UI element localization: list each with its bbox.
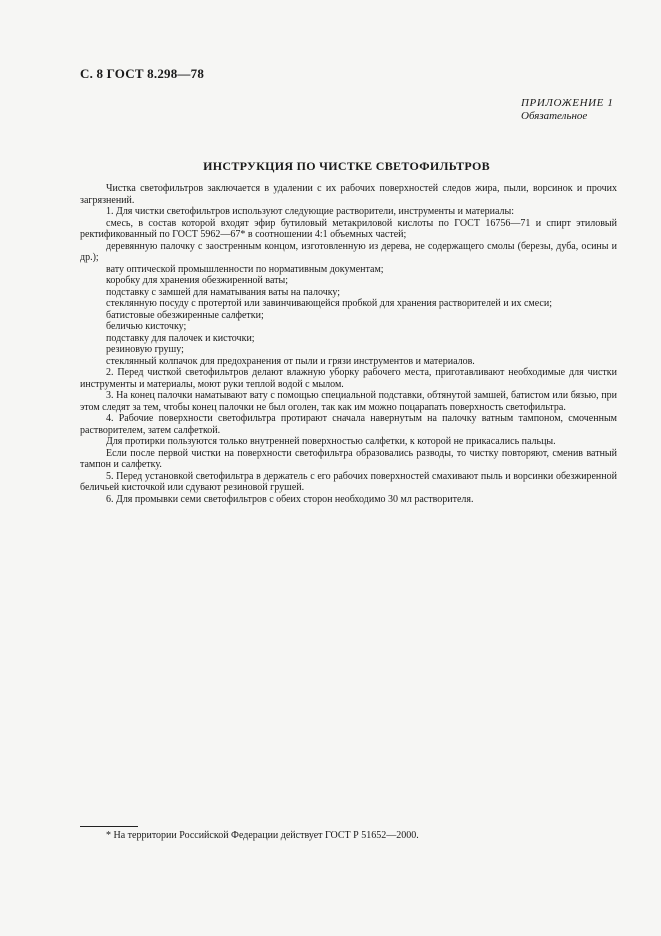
appendix-block bbox=[521, 97, 613, 123]
paragraph: деревянную палочку с заостренным концом, изготовленную из дерева, не содержащего смолы (березы, дуба, осины и др.); bbox=[80, 240, 617, 263]
paragraph: 5. Перед установкой светофильтра в держатель с его рабочих поверхностей смахивают пыль и ворсинки обезжиренной беличьей кисточкой или сдувают резиновой грушей. bbox=[80, 470, 617, 493]
paragraph: стеклянный колпачок для предохранения от пыли и грязи инструментов и материалов. bbox=[106, 355, 475, 367]
paragraph: 4. Рабочие поверхности светофильтра протирают сначала навернутым на палочку ватным тампоном, смоченным растворителем, затем салфеткой. bbox=[80, 413, 617, 436]
paragraph: батистовые обезжиренные салфетки; bbox=[106, 309, 264, 321]
paragraph: подставку с замшей для наматывания ваты на палочку; bbox=[106, 286, 341, 298]
footnote: * На территории Российской Федерации действует ГОСТ Р 51652—2000. bbox=[106, 830, 419, 841]
paragraph: 6. Для промывки семи светофильтров с обеих сторон необходимо 30 мл растворителя. bbox=[106, 493, 474, 505]
paragraph: Для протирки пользуются только внутренней поверхностью салфетки, к которой не прикасались пальцы. bbox=[106, 436, 556, 447]
paragraph: беличью кисточку; bbox=[106, 321, 187, 332]
paragraph: резиновую грушу; bbox=[106, 344, 184, 355]
paragraph: Если после первой чистки на поверхности светофильтра образовались разводы, то чистку повторяют, сменив ватный тампон и салфетку. bbox=[80, 447, 617, 470]
document-body bbox=[80, 183, 617, 505]
footnote-divider bbox=[80, 826, 138, 827]
document-title: ИНСТРУКЦИЯ ПО ЧИСТКЕ СВЕТОФИЛЬТРОВ bbox=[203, 159, 490, 173]
paragraph: 3. На конец палочки наматывают вату с помощью специальной подставки, обтянутой замшей, батистом или бязью, при этом следят за тем, чтобы конец палочки не был оголен, так как им можно поцарапать поверхность светофильтра. bbox=[80, 390, 617, 413]
running-head: С. 8 ГОСТ 8.298—78 bbox=[80, 66, 205, 81]
paragraph: коробку для хранения обезжиренной ваты; bbox=[106, 275, 289, 286]
appendix-status: Обязательное bbox=[521, 110, 588, 122]
paragraph: 1. Для чистки светофильтров используют следующие растворители, инструменты и материалы: bbox=[106, 206, 515, 217]
appendix-label: ПРИЛОЖЕНИЕ 1 bbox=[521, 97, 614, 109]
paragraph: Чистка светофильтров заключается в удалении с их рабочих поверхностей следов жира, пыли, ворсинок и прочих загрязнений. bbox=[80, 183, 617, 206]
paragraph: стеклянную посуду с протертой или завинчивающейся пробкой для хранения растворителей и их смеси; bbox=[106, 298, 552, 309]
paragraph: 2. Перед чисткой светофильтров делают влажную уборку рабочего места, приготавливают необходимые для чистки инструменты и материалы, моют руки теплой водой с мылом. bbox=[80, 367, 617, 390]
paragraph: смесь, в состав которой входят эфир бутиловый метакриловой кислоты по ГОСТ 16756—71 и спирт этиловый ректификованный по ГОСТ 5962—67* в соотношении 4:1 объемных частей; bbox=[80, 217, 617, 240]
paragraph: вату оптической промышленности по нормативным документам; bbox=[106, 263, 384, 275]
paragraph: подставку для палочек и кисточки; bbox=[106, 332, 255, 344]
